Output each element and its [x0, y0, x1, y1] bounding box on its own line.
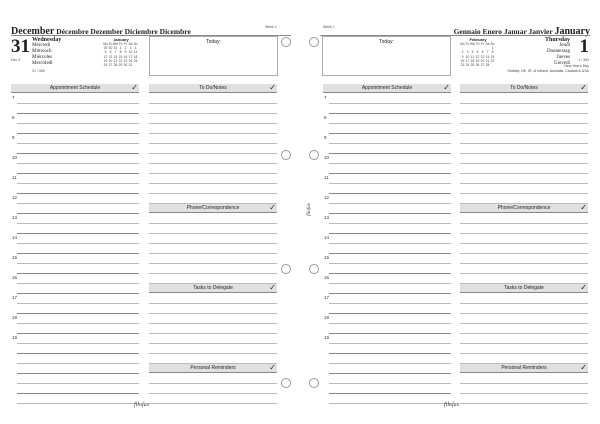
hour-label: 17 [12, 295, 18, 300]
ruled-line [149, 333, 277, 334]
ruled-line [17, 133, 139, 134]
ruled-line [460, 233, 588, 234]
left-reminders-header [149, 364, 277, 373]
ruled-line [329, 213, 451, 214]
ruled-line [17, 263, 139, 264]
ruled-line [329, 223, 451, 224]
hour-label: 12 [12, 195, 18, 200]
left-phone-check-icon: ✓ [269, 203, 276, 212]
ruled-line [329, 373, 451, 374]
right-mini-calendar-header: Mo Tu We Th Fr Sa Su [460, 42, 495, 46]
right-appointment-check-icon: ✓ [443, 83, 450, 92]
ruled-line [329, 273, 451, 274]
ruled-line [329, 403, 451, 404]
ruled-line [329, 123, 451, 124]
ruled-line [329, 253, 451, 254]
ruled-line [149, 353, 277, 354]
ruled-line [460, 403, 588, 404]
ruled-line [329, 333, 451, 334]
right-holiday-note [469, 64, 589, 73]
ruled-line [149, 173, 277, 174]
ruled-line [329, 163, 451, 164]
ruled-line [149, 273, 277, 274]
hour-label: 18 [324, 315, 330, 320]
left-appointment-label: Appointment Schedule [49, 85, 101, 91]
ruled-line [17, 323, 139, 324]
right-page [310, 0, 600, 424]
punch-hole [309, 37, 319, 47]
ruled-line [329, 193, 451, 194]
ruled-line [17, 363, 139, 364]
hour-label: 19 [324, 335, 330, 340]
ruled-line [17, 173, 139, 174]
ruled-line [17, 343, 139, 344]
left-day-name: Wednesday [32, 37, 62, 43]
hour-label: 8 [12, 115, 15, 120]
hour-label: 18 [12, 315, 18, 320]
right-phone-header [460, 204, 588, 213]
hour-label: 10 [12, 155, 18, 160]
right-mini-calendar-week: 2 3 4 5 6 7 8 [461, 50, 494, 55]
left-month-name: December [11, 26, 55, 37]
ruled-line [17, 203, 139, 204]
punch-hole [281, 378, 291, 388]
ruled-line [460, 353, 588, 354]
ruled-line [17, 313, 139, 314]
ruled-line [149, 233, 277, 234]
left-todo-label: To Do/Notes [199, 85, 227, 91]
hour-label: 19 [12, 335, 18, 340]
left-phone-lines[interactable] [149, 213, 277, 283]
left-today-label: Today: [206, 39, 221, 45]
right-delegate-check-icon: ✓ [580, 283, 587, 292]
ruled-line [17, 223, 139, 224]
ruled-line [329, 243, 451, 244]
ruled-line [149, 143, 277, 144]
left-delegate-lines[interactable] [149, 293, 277, 363]
right-todo-header [460, 84, 588, 93]
ruled-line [17, 283, 139, 284]
ruled-line [149, 183, 277, 184]
ruled-line [17, 383, 139, 384]
right-phone-label: Phone/Correspondence [497, 205, 551, 211]
left-sheet-label: Week 1 [265, 25, 277, 29]
punch-hole [281, 37, 291, 47]
ruled-line [149, 163, 277, 164]
right-day-translation-3: Jueves [556, 54, 570, 60]
right-day-translation-2: Donnerstag [546, 49, 570, 55]
ruled-line [17, 333, 139, 334]
left-day-number: 31 [11, 36, 30, 57]
left-todo-check-icon: ✓ [269, 83, 276, 92]
ruled-line [460, 343, 588, 344]
ruled-line [329, 343, 451, 344]
ruled-line [460, 183, 588, 184]
spine-brand-logo: filofax [306, 203, 312, 216]
hour-label: 13 [324, 215, 330, 220]
ruled-line [460, 173, 588, 174]
ruled-line [17, 103, 139, 104]
left-reminders-label: Personal Reminders [190, 365, 236, 371]
ruled-line [149, 323, 277, 324]
ruled-line [149, 223, 277, 224]
right-todo-lines[interactable] [460, 93, 588, 203]
ruled-line [149, 253, 277, 254]
left-brand-logo: filofax [134, 402, 150, 408]
hour-label: 13 [12, 215, 18, 220]
ruled-line [460, 193, 588, 194]
ruled-line [149, 123, 277, 124]
right-holiday-title: New Year's Day [564, 64, 589, 68]
right-month-name: January [554, 26, 590, 37]
ruled-line [460, 223, 588, 224]
right-appointment-label: Appointment Schedule [361, 85, 413, 91]
left-mini-calendar [103, 37, 139, 67]
left-todo-lines[interactable] [149, 93, 277, 203]
ruled-line [460, 323, 588, 324]
hour-label: 14 [12, 235, 18, 240]
ruled-line [17, 163, 139, 164]
ruled-line [329, 133, 451, 134]
left-appointment-header [11, 84, 139, 93]
right-mini-calendar-title: February [469, 37, 487, 42]
left-reminders-check-icon: ✓ [269, 363, 276, 372]
right-day-sub: 1 / 364 [578, 58, 589, 62]
hour-label: 16 [12, 275, 18, 280]
punch-hole [309, 150, 319, 160]
ruled-line [149, 153, 277, 154]
right-todo-label: To Do/Notes [510, 85, 538, 91]
right-reminders-lines[interactable] [460, 373, 588, 411]
left-mini-calendar-week: 12 13 14 15 16 17 18 [103, 54, 138, 59]
ruled-line [329, 153, 451, 154]
left-day-count: 31 / 365 [32, 69, 45, 73]
ruled-line [460, 383, 588, 384]
right-delegate-header [460, 284, 588, 293]
ruled-line [329, 103, 451, 104]
ruled-line [17, 233, 139, 234]
ruled-line [329, 303, 451, 304]
ruled-line [460, 333, 588, 334]
hour-label: 15 [324, 255, 330, 260]
ruled-line [460, 143, 588, 144]
ruled-line [329, 363, 451, 364]
ruled-line [149, 403, 277, 404]
ruled-line [149, 303, 277, 304]
hour-label: 7 [12, 95, 15, 100]
punch-hole [309, 378, 319, 388]
right-appointment-header [323, 84, 451, 93]
right-delegate-lines[interactable] [460, 293, 588, 363]
right-mini-calendar [460, 37, 496, 67]
hour-label: 11 [324, 175, 329, 180]
ruled-line [329, 203, 451, 204]
ruled-line [460, 303, 588, 304]
right-sheet-label: Week 1 [323, 25, 335, 29]
left-day-translation-3: Miércoles [32, 54, 52, 60]
right-today-box[interactable] [322, 36, 451, 76]
ruled-line [149, 243, 277, 244]
hour-label: 12 [324, 195, 330, 200]
ruled-line [149, 313, 277, 314]
ruled-line [460, 113, 588, 114]
right-day-name: Thursday [544, 37, 570, 43]
ruled-line [17, 113, 139, 114]
ruled-line [329, 113, 451, 114]
left-page [0, 0, 290, 424]
ruled-line [17, 183, 139, 184]
hour-label: 9 [324, 135, 327, 140]
ruled-line [329, 263, 451, 264]
ruled-line [460, 153, 588, 154]
left-day-translation-4: Mercoledì [32, 60, 53, 66]
ruled-line [329, 323, 451, 324]
ruled-line [460, 393, 588, 394]
ruled-line [460, 133, 588, 134]
right-mini-calendar-week: 23 24 25 26 27 28 [460, 63, 490, 68]
right-day-translation-4: Giovedì [553, 60, 570, 66]
ruled-line [17, 293, 139, 294]
ruled-line [17, 253, 139, 254]
ruled-line [460, 243, 588, 244]
ruled-line [329, 353, 451, 354]
ruled-line [329, 383, 451, 384]
right-holiday-detail: Holiday: UK, IR, of Ireland, Australia, Canada & USA [507, 68, 589, 73]
left-day-translation-1: Mercredi [32, 43, 51, 49]
ruled-line [460, 163, 588, 164]
hour-label: 10 [324, 155, 330, 160]
right-mini-calendar-week: 16 17 18 19 20 21 22 [460, 58, 495, 63]
ruled-line [460, 253, 588, 254]
left-appointment-lines[interactable] [11, 93, 139, 411]
left-mini-calendar-week: 5 6 7 8 9 10 11 [104, 50, 138, 55]
ruled-line [149, 113, 277, 114]
right-reminders-header [460, 364, 588, 373]
hour-label: 14 [324, 235, 330, 240]
ruled-line [17, 193, 139, 194]
ruled-line [460, 263, 588, 264]
left-mini-calendar-week: 19 20 21 22 23 24 25 [103, 58, 138, 63]
ruled-line [149, 193, 277, 194]
left-day-sub: Dec 0 [11, 58, 21, 62]
right-phone-check-icon: ✓ [580, 203, 587, 212]
hour-label: 16 [324, 275, 330, 280]
ruled-line [17, 273, 139, 274]
right-day-block [545, 37, 570, 66]
right-reminders-label: Personal Reminders [501, 365, 547, 371]
ruled-line [329, 173, 451, 174]
ruled-line [17, 373, 139, 374]
ruled-line [17, 143, 139, 144]
hour-label: 7 [324, 95, 327, 100]
ruled-line [17, 303, 139, 304]
left-phone-header [149, 204, 277, 213]
right-day-number: 1 [579, 36, 589, 57]
ruled-line [17, 403, 139, 404]
ruled-line [17, 393, 139, 394]
left-phone-label: Phone/Correspondence [186, 205, 240, 211]
left-mini-calendar-week: 26 27 28 29 30 31 [103, 63, 133, 68]
left-delegate-header [149, 284, 277, 293]
right-mini-calendar-week: 9 10 11 12 13 14 15 [461, 54, 495, 59]
ruled-line [149, 383, 277, 384]
ruled-line [460, 103, 588, 104]
punch-hole [309, 264, 319, 274]
right-month-translations: Gennaio Enero Januar Janvier [453, 27, 553, 36]
ruled-line [17, 213, 139, 214]
left-day-block [32, 37, 61, 66]
ruled-line [149, 343, 277, 344]
right-todo-check-icon: ✓ [580, 83, 587, 92]
ruled-line [329, 313, 451, 314]
ruled-line [329, 293, 451, 294]
hour-label: 11 [12, 175, 17, 180]
right-mini-calendar-week: 1 [491, 46, 494, 51]
punch-hole [281, 150, 291, 160]
hour-label: 9 [12, 135, 15, 140]
left-month-translations: Décembre Dezember Diciembre Dicembre [56, 27, 191, 36]
ruled-line [460, 123, 588, 124]
ruled-line [149, 263, 277, 264]
left-appointment-check-icon: ✓ [131, 83, 138, 92]
hour-label: 15 [12, 255, 18, 260]
left-reminders-lines[interactable] [149, 373, 277, 411]
left-day-translation-2: Mittwoch [32, 49, 52, 55]
ruled-line [149, 393, 277, 394]
right-reminders-check-icon: ✓ [580, 363, 587, 372]
ruled-line [17, 153, 139, 154]
right-day-translation-1: Jeudi [559, 43, 570, 49]
ruled-line [460, 273, 588, 274]
hour-label: 8 [324, 115, 327, 120]
left-delegate-check-icon: ✓ [269, 283, 276, 292]
ruled-line [329, 183, 451, 184]
ruled-line [329, 233, 451, 234]
right-delegate-label: Tasks to Delegate [504, 285, 544, 291]
right-phone-lines[interactable] [460, 213, 588, 283]
left-today-box[interactable] [149, 36, 278, 76]
ruled-line [329, 143, 451, 144]
ruled-line [149, 103, 277, 104]
ruled-line [460, 313, 588, 314]
left-mini-calendar-header: Mo Tu We Th Fr Sa Su [103, 42, 138, 46]
ruled-line [149, 133, 277, 134]
punch-hole [281, 264, 291, 274]
ruled-line [17, 353, 139, 354]
left-mini-calendar-title: January [113, 37, 129, 42]
ruled-line [329, 283, 451, 284]
ruled-line [17, 243, 139, 244]
right-appointment-lines[interactable] [323, 93, 451, 411]
right-brand-logo: filofax [444, 402, 460, 408]
ruled-line [329, 393, 451, 394]
left-delegate-label: Tasks to Delegate [193, 285, 233, 291]
ruled-line [17, 123, 139, 124]
left-todo-header [149, 84, 277, 93]
hour-label: 17 [324, 295, 330, 300]
left-mini-calendar-week: 29 30 31 1 2 3 4 [103, 46, 137, 51]
right-today-label: Today: [379, 39, 394, 45]
